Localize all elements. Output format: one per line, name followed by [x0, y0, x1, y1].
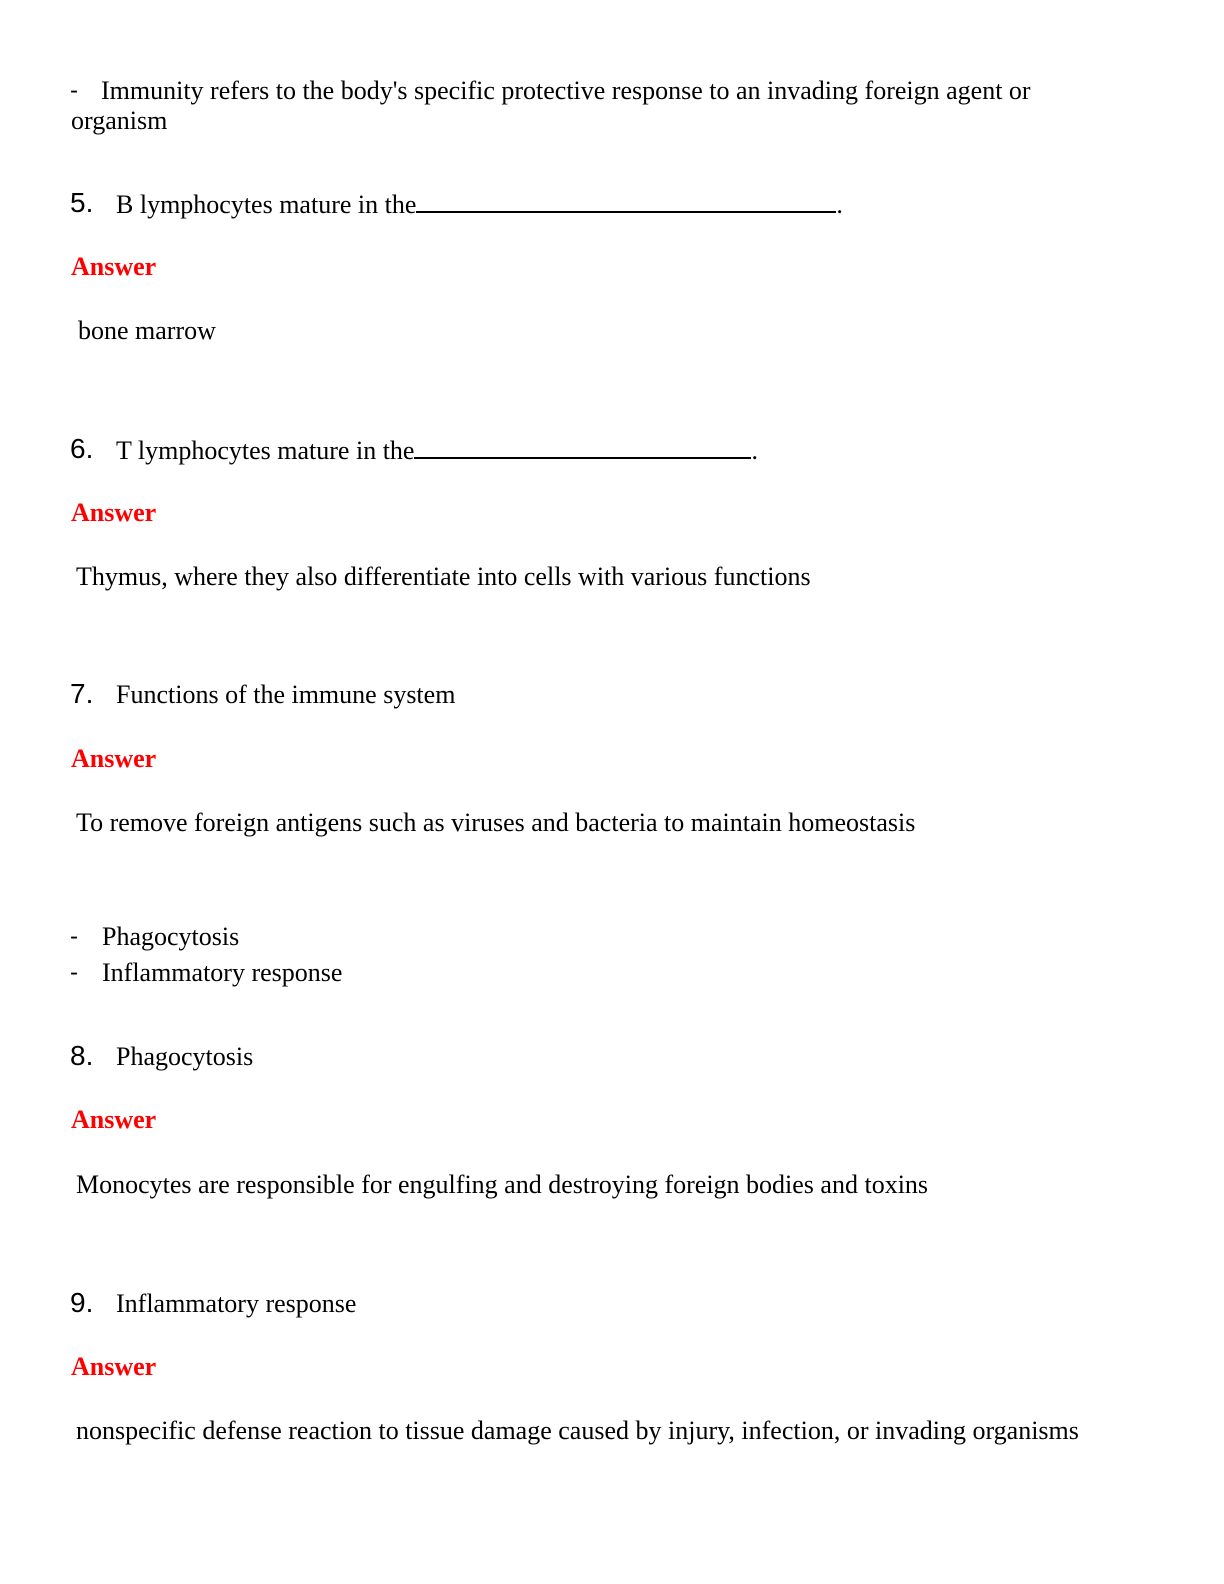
intro-text-line1: Immunity refers to the body's specific protective response to an invading foreign agent or — [101, 76, 1031, 105]
q5-text: B lymphocytes mature in the — [116, 190, 417, 219]
q7-bullet-dash: - — [70, 959, 78, 986]
intro-dash: - — [70, 77, 78, 104]
q9-text: Inflammatory response — [116, 1289, 357, 1318]
q6-text: T lymphocytes mature in the — [116, 436, 415, 465]
q7-number: 7. — [70, 678, 94, 709]
q7-bullet-dash: - — [70, 923, 78, 950]
q9-answer-label: Answer — [71, 1352, 157, 1381]
q5-answer: bone marrow — [78, 316, 216, 345]
q7-answer-label: Answer — [71, 744, 157, 773]
q6-answer-label: Answer — [71, 498, 157, 527]
q5-answer-label: Answer — [71, 252, 157, 281]
q7-bullet-inflammatory: Inflammatory response — [102, 958, 343, 987]
q8-answer: Monocytes are responsible for engulfing and destroying foreign bodies and toxins — [76, 1170, 929, 1199]
q8-answer-label: Answer — [71, 1105, 157, 1134]
q7-answer: To remove foreign antigens such as viruses and bacteria to maintain homeostasis — [76, 808, 916, 837]
q7-text: Functions of the immune system — [116, 680, 456, 709]
q8-text: Phagocytosis — [116, 1042, 254, 1071]
q8-number: 8. — [70, 1040, 94, 1071]
q5-blank — [416, 189, 836, 213]
q6-end: . — [751, 436, 758, 465]
q9-answer: nonspecific defense reaction to tissue damage caused by injury, infection, or invading organisms — [76, 1416, 1079, 1445]
q6-question — [116, 435, 758, 466]
q9-number: 9. — [70, 1287, 94, 1318]
q5-number: 5. — [70, 187, 94, 218]
intro-text-line2: organism — [71, 106, 168, 135]
q5-end: . — [836, 190, 843, 219]
q6-blank — [414, 435, 751, 459]
q5-question — [116, 189, 843, 220]
q6-answer: Thymus, where they also differentiate into cells with various functions — [76, 562, 811, 591]
q6-number: 6. — [70, 433, 94, 464]
q7-bullet-phagocytosis: Phagocytosis — [102, 922, 240, 951]
